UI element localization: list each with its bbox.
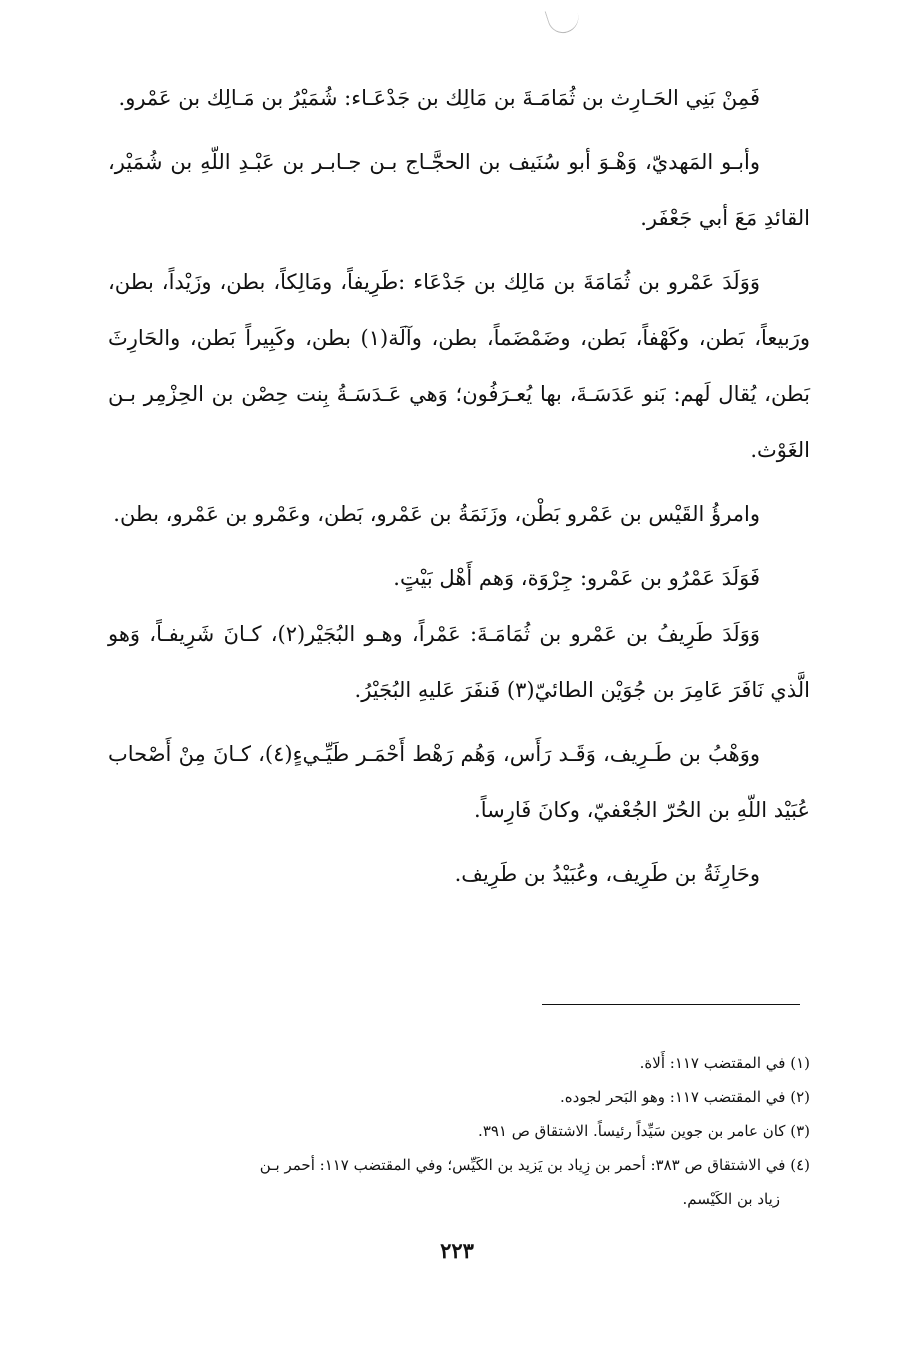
footnote-1: (١) في المقتضب ١١٧: أَلاة. — [639, 1054, 810, 1072]
footnote-separator — [542, 1004, 800, 1005]
footnote-3: (٣) كان عامر بن جوين سَيِّداً رئيساً. الاشتقاق ص ٣٩١. — [478, 1122, 810, 1140]
footnote-4: (٤) في الاشتقاق ص ٣٨٣: أحمر بن زِياد بن يَزيد بن الكَيِّس؛ وفي المقتضب ١١٧: أحمر بـن — [259, 1156, 810, 1174]
paragraph-3: وَوَلَدَ عَمْرو بن ثُمَامَةَ بن مَالِك بن جَدْعَاء :طَرِيفاً، ومَالِكاً، بطن، وزَيْداً، بطن، ورَبيعاً، بَطن، وكَهْفاً، بَطن، وضَمْضَماً، بطن، وآلَة(١) بطن، وكَبِيراً بَطن، والحَارِثَ بَطن، يُقال لَهم: بَنو عَدَسَـةَ، بها يُعـرَفُون؛ وَهي عَـدَسَـةُ بِنت حِصْن بن الحِزْمِر بـن الغَوْث. — [108, 270, 810, 462]
paragraph-5: فَوَلَدَ عَمْرُو بن عَمْرو: جِرْوَة، وَهم أَهْل بَيْتٍ. — [393, 566, 760, 590]
footnote-4-continuation: زياد بن الكَيْسم. — [682, 1190, 780, 1208]
page-corner-mark — [545, 2, 583, 37]
paragraph-2: وأبـو المَهديّ، وَهْـوَ أبو سُنَيف بن الحجَّـاج بـن جـابـر بن عَبْـدِ اللّهِ بن شُمَيْر، القائدِ مَعَ أبي جَعْفَر. — [108, 150, 810, 230]
paragraph-6: وَوَلَدَ طَرِيفُ بن عَمْرو بن ثُمَامَـةَ: عَمْراً، وهـو البُجَيْر(٢)، كـانَ شَرِيفـاً، وَهو الَّذي نَافَرَ عَامِرَ بن جُوَيْن الطائيّ(٣) فَنفَرَ عَليهِ البُجَيْرُ. — [108, 622, 810, 702]
paragraph-8: وحَارِثَةُ بن طَرِيف، وعُبَيْدُ بن طَرِيف. — [454, 862, 760, 886]
main-text — [108, 70, 810, 910]
paragraph-7: ووَهْبُ بن طَـرِيف، وَقَـد رَأَس، وَهُم رَهْط أَحْمَـر طَيِّـيءٍ(٤)، كـانَ مِنْ أَصْحاب عُبَيْد اللّهِ بن الحُرّ الجُعْفيّ، وكانَ فَارِساً. — [108, 742, 810, 822]
footnotes — [108, 1046, 810, 1216]
paragraph-1: فَمِنْ بَنِي الحَـارِث بن ثُمَامَـةَ بن مَالِك بن جَدْعَـاء: شُمَيْرُ بن مَـالِك بن عَمْرو. — [118, 86, 760, 110]
footnote-2: (٢) في المقتضب ١١٧: وهو البَحر لجوده. — [560, 1088, 810, 1106]
paragraph-4: وامرؤُ القَيْس بن عَمْرو بَطْن، وزَنَمَةُ بن عَمْرو، بَطن، وعَمْرو بن عَمْرو، بطن. — [113, 502, 760, 526]
page-number: ٢٢٣ — [440, 1238, 474, 1263]
